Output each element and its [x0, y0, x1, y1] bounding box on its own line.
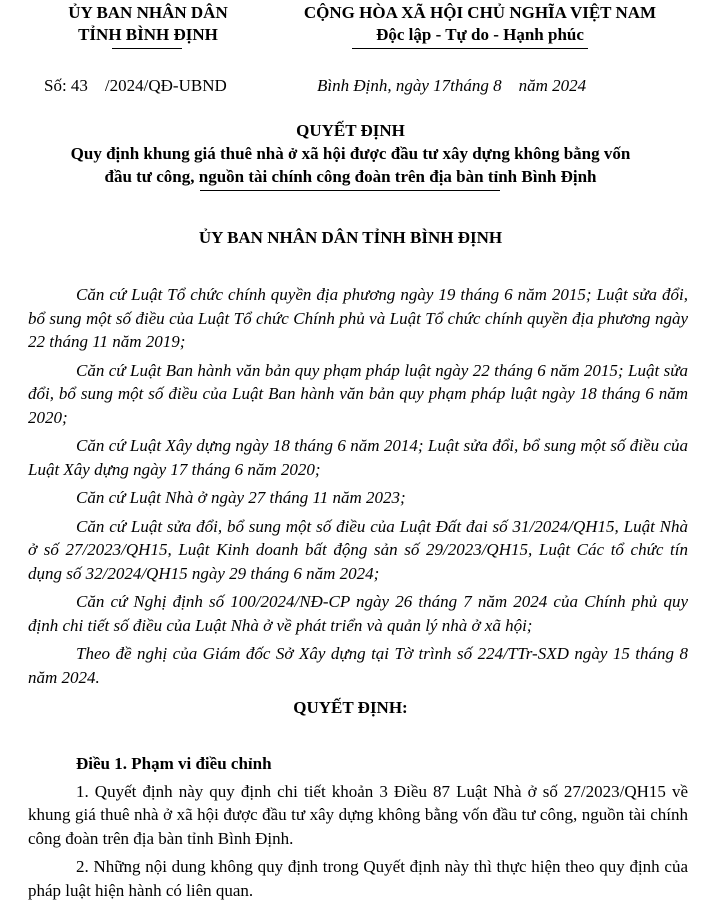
title-underline — [200, 190, 500, 191]
article-1-clause-2: 2. Những nội dung không quy định trong Quyết định này thì thực hiện theo quy định của pháp luật hiện hành có liên quan. — [28, 857, 688, 900]
article-1 — [28, 752, 688, 907]
article-1-title: Điều 1. Phạm vi điều chỉnh — [76, 754, 272, 773]
decision-heading: QUYẾT ĐỊNH: — [293, 698, 408, 717]
legal-basis-item: Căn cứ Luật Nhà ở ngày 27 tháng 11 năm 2023; — [76, 488, 406, 507]
national-motto: Độc lập - Tự do - Hạnh phúc — [376, 25, 584, 44]
article-1-clause-1: 1. Quyết định này quy định chi tiết khoản 3 Điều 87 Luật Nhà ở số 27/2023/QH15 về khung giá thuê nhà ở xã hội được đầu tư xây dựng không bằng vốn đầu tư công, nguồn tài chính công đoàn trên địa bàn tỉnh Bình Định. — [28, 781, 688, 848]
document-header — [0, 2, 701, 62]
national-title-line-1: CỘNG HÒA XÃ HỘI CHỦ NGHĨA VIỆT NAM — [303, 3, 657, 22]
place-and-date: Bình Định, ngày 17tháng 8 năm 2024 — [317, 76, 587, 95]
legal-basis-item: Căn cứ Luật sửa đổi, bổ sung một số điều của Luật Đất đai số 31/2024/QH15, Luật Nhà ở số 27/2023/QH15, Luật Kinh doanh bất động sản số 29/2023/QH15, Luật Các tổ chức tín dụng số 32/2024/QH15 ngày 29 tháng 6 năm 2024; — [28, 516, 688, 583]
legal-basis-item: Căn cứ Nghị định số 100/2024/NĐ-CP ngày 26 tháng 7 năm 2024 của Chính phủ quy định chi tiết số điều của Luật Nhà ở về phát triển và quản lý nhà ở xã hội; — [28, 592, 688, 635]
agency-underline — [112, 48, 182, 49]
legal-basis-item: Căn cứ Luật Xây dựng ngày 18 tháng 6 năm 2014; Luật sửa đổi, bổ sung một số điều của Luật Xây dựng ngày 17 tháng 6 năm 2020; — [28, 436, 688, 479]
subject-line-1: Quy định khung giá thuê nhà ở xã hội được đầu tư xây dựng không bằng vốn — [70, 144, 631, 163]
document-type: QUYẾT ĐỊNH — [296, 121, 405, 140]
legal-basis-item: Theo đề nghị của Giám đốc Sở Xây dựng tại Tờ trình số 224/TTr-SXD ngày 15 tháng 8 năm 2024. — [28, 644, 688, 687]
document-number: Số: 43 /2024/QĐ-UBND — [44, 76, 227, 95]
agency-line-2: TỈNH BÌNH ĐỊNH — [78, 25, 218, 44]
issuing-authority: ỦY BAN NHÂN DÂN TỈNH BÌNH ĐỊNH — [198, 228, 503, 247]
subject-line-2: đầu tư công, nguồn tài chính công đoàn trên địa bàn tỉnh Bình Định — [104, 167, 597, 186]
national-title — [270, 2, 690, 46]
issuing-agency — [28, 2, 268, 46]
document-title — [0, 119, 701, 188]
motto-underline — [352, 48, 588, 49]
reference-line — [0, 76, 701, 98]
legal-basis-item: Căn cứ Luật Tổ chức chính quyền địa phương ngày 19 tháng 6 năm 2015; Luật sửa đổi, bổ sung một số điều của Luật Tổ chức Chính phủ và Luật Tổ chức chính quyền địa phương ngày 22 tháng 11 năm 2019; — [28, 285, 688, 351]
agency-line-1: ỦY BAN NHÂN DÂN — [68, 3, 228, 22]
legal-basis-item: Căn cứ Luật Ban hành văn bản quy phạm pháp luật ngày 22 tháng 6 năm 2015; Luật sửa đổi, bổ sung một số điều của Luật Ban hành văn bản quy phạm pháp luật ngày 18 tháng 6 năm 2020; — [28, 360, 688, 427]
legal-bases — [28, 283, 688, 694]
